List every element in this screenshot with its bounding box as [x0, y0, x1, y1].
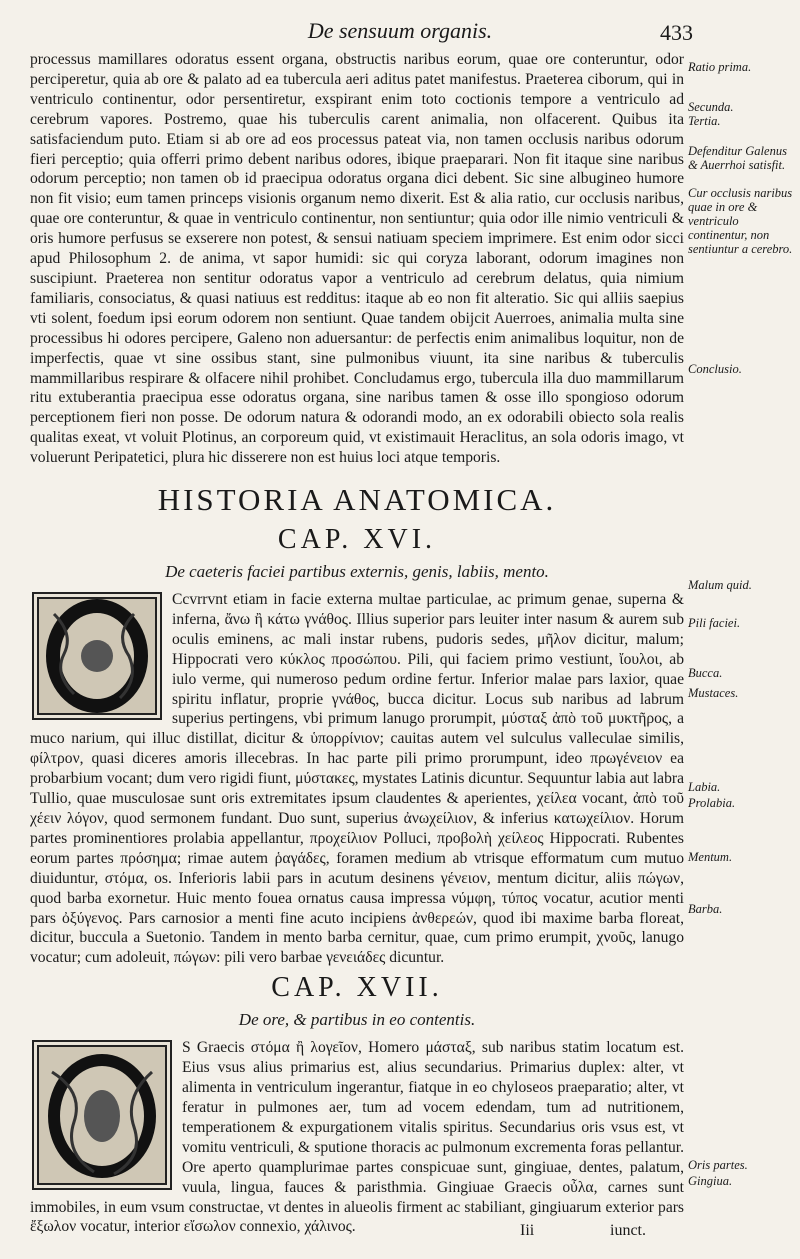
- signature-mark: Iii: [520, 1222, 535, 1239]
- main-text-column: [30, 50, 684, 1237]
- chapter-16-body: [30, 590, 684, 968]
- margin-note: Mustaces.: [688, 686, 739, 700]
- decorated-initial-a-icon: [32, 1040, 172, 1190]
- margin-note: Tertia.: [688, 114, 721, 128]
- running-head: [0, 14, 800, 46]
- chapter-16-title: CAP. XVI.: [277, 524, 437, 556]
- chapter-17-body: [30, 1038, 684, 1237]
- chapter-16-text: Ccvrrvnt etiam in facie externa multae particulae, ac primum genae, superna & inferna, ἄνω ἢ κάτω γνάθος. Illius superior pars leuiter inter nasum & aurem sub oculis eminens, ac mali instar rubens, pudoris sedes, μῆλον dicitur, malum; Hippocrati vero κύκλος προσώπου. Pili, qui faciem primo vestiunt, ἴουλοι, ab iulo verme, qui numeroso pedum ordine fertur. Inferior malae pars laxior, quae spiritu inflatur, proprie γνάθος, bucca dicitur. Locus sub naribus ad labrum superius pertingens, vbi primum lanugo prorumpit, μύσταξ ἀπὸ τοῦ μυκτῆρος, a muco narium, qui illuc distillat, dicitur & ὑπορρίνιον; cauitas autem vel sulculus valleculae similis, φίλτρον, quasi diceres amoris illecebras. In hac parte pili primo prorumpunt, ideo πρωγένειον ea probarbium vocant; dum vero rigidi fiunt, μύστακες, mystates Latinis dicuntur. Sequuntur labia aut labra Tullio, quae musculosae sunt oris extremitates ipsum claudentes & aperientes, χείλεα vocant, ἀπὸ τοῦ χέειν λόγον, quod sermonem fundant. Duo sunt, superius ἀνωχείλιον, & inferius κατωχείλιον. Horum partes prominentiores prolabia appellantur, προχείλιον Polluci, προβολὴ χείλεος Hippocrati. Rubentes eorum partes πρόσημα; rimae autem ῥαγάδες, foramen medium ab vtrisque efformatum cum mutuo diuiduntur, στόμα, os. Inferioris labii pars in acutum desinens γένειον, mentum dicitur, aliis πώγων, quod barba exornetur. Huic mento fouea ornatus causa impressa νύμφη, τύπος vocatur, acutior menti pars ὀξύγενος. Pars carnosior a menti fine acuto incipiens ἀνθερεών, quod ibi maxime barba floreat, dicitur, buccula a Suetonio. Tandem in mento barba cernitur, quae, cum primo erumpit, χνοῦς, lanugo vocatur; cum adoleuit, πώγων: pili vero barbae γενειάδες dicuntur.: [30, 591, 684, 967]
- margin-note: Gingiua.: [688, 1174, 733, 1188]
- page-number: 433: [660, 20, 693, 45]
- margin-note: Defenditur Galenus & Auerrhoi satisfit.: [688, 144, 787, 172]
- margin-note: Secunda.: [688, 100, 734, 114]
- margin-note: Bucca.: [688, 666, 723, 680]
- chapter-17-text: S Graecis στόμα ἢ λογεῖον, Homero μάσταξ, sub naribus statim locatum est. Eius vsus alius primarius est, alius secundarius. Primarius duplex: alter, vt alimenta in ventriculum ingerantur, fiatque in eo chyloseos praeparatio; alter, vt feratur in pulmones aer, tum ad vocem edendam, tum ad nutritionem, temperationem & expurgationem vitalis spiritus. Secundarius oris vsus est, vt vomitu ventriculi, & sputione thoracis ac pulmonum excrementa foras pellantur. Ore aperto quamplurimae partes conspicuae sunt, gingiuae, dentes, palatum, vuula, lingua, fauces & paristhmia. Gingiuae Graecis οὖλα, carnes sunt immobiles, in eum vsum constructae, vt dentes in alueolis firment ac stabiliant, gingiuarum exterior pars ἔξωλον vocatur, interior εἴσωλον connexio, χάλινος.: [30, 1039, 684, 1236]
- decorated-initial-o-icon: [32, 592, 162, 720]
- margin-note: Malum quid.: [688, 578, 752, 592]
- margin-note: Labia.: [688, 780, 721, 794]
- catchword: iunct.: [610, 1222, 646, 1239]
- margin-note: Prolabia.: [688, 796, 736, 810]
- intro-paragraph: processus mamillares odoratus essent organa, obstructis naribus eorum, quae ore conteruntur, odor perciperetur, quia ab ore & palato ad ea tubercula aeri aditus patet manifestus. Praeterea ciborum, qui in ventriculo continentur, odor persentiretur, exspirant enim toto coctionis tempore a ventriculo ad cerebrum vapores. Postremo, quae his tuberculis carent animalia, non olfacerent. Quibus ita satisfaciendum puto. Etiam si ab ore ad eos processus pateat via, non tamen occlusis naribus odorum fieri perceptio; quia offerri primo debent naribus odores, ibique praeparari. Non fit itaque sine naribus odorum perceptio; non tamen ob id praecipua odoratus organa dici debent. Sic sine albugineo humore non fit visio; eum tamen princeps visionis organum nemo dixerit. Est & alia ratio, cur occlusis naribus, quae ore conteruntur, & quae in ventriculo continentur, non sentiuntur; quia odor ille nimio ventriculi & oris humore perfusus se exserere non potest, & sensui natiuam speciem imprimere. Est enim odor sicci apud Philosophum 2. de anima, vt sapor humidi: sic qui coryza laborant, odorum imagines non suscipiunt. Praeterea non sentitur odoratus vapor a ventriculo ad cerebrum delatus, quia nimium familiaris, consociatus, & quasi natiuus est redditus: itaque ab eo non fit alteratio. Sic qui alliis saepius vti solent, foedum ipsi eorum odorem non sentiunt. Quae tandem obijcit Auerroes, animalia multa sine processibus hi odores percipere, Galeno non aduersantur: de perfectis enim animalibus loquitur, non de imperfectis, quae vt sine ossibus stant, sine pulmonibus viuunt, ita sine naribus & tuberculis mammillaribus respirare & olfacere nihil prohibet. Concludamus ergo, tubercula illa duo mammillarum ritu extuberantia praecipua esse odoratus organa, sine naribus tamen & osse illo spongioso odorum perceptionem fieri non posse. De odorum natura & odorandi modo, an ex odorabili obiecto sola realis qualitas exeat, vt voluit Plotinus, an corporeum quid, vt existimauit Heraclitus, an sola odoris imago, vt voluerunt Peripatetici, plura hic disserere non est huius loci atque temporis.: [30, 51, 684, 467]
- margin-note: Cur occlusis naribus quae in ore & ventriculo continentur, non sentiuntur a cerebro.: [688, 186, 793, 256]
- running-title: De sensuum organis.: [307, 18, 493, 43]
- margin-note: Ratio prima.: [688, 60, 752, 74]
- margin-note: Pili faciei.: [688, 616, 741, 630]
- margin-note: Barba.: [688, 902, 723, 916]
- chapter-16-subtitle: De caeteris faciei partibus externis, genis, labiis, mento.: [165, 562, 549, 582]
- section-heading: HISTORIA ANATOMICA.: [157, 482, 557, 518]
- margin-note: Conclusio.: [688, 362, 742, 376]
- chapter-17-title: CAP. XVII.: [271, 972, 443, 1004]
- margin-note: Mentum.: [688, 850, 733, 864]
- chapter-17-subtitle: De ore, & partibus in eo contentis.: [238, 1010, 476, 1030]
- margin-note: Oris partes.: [688, 1158, 748, 1172]
